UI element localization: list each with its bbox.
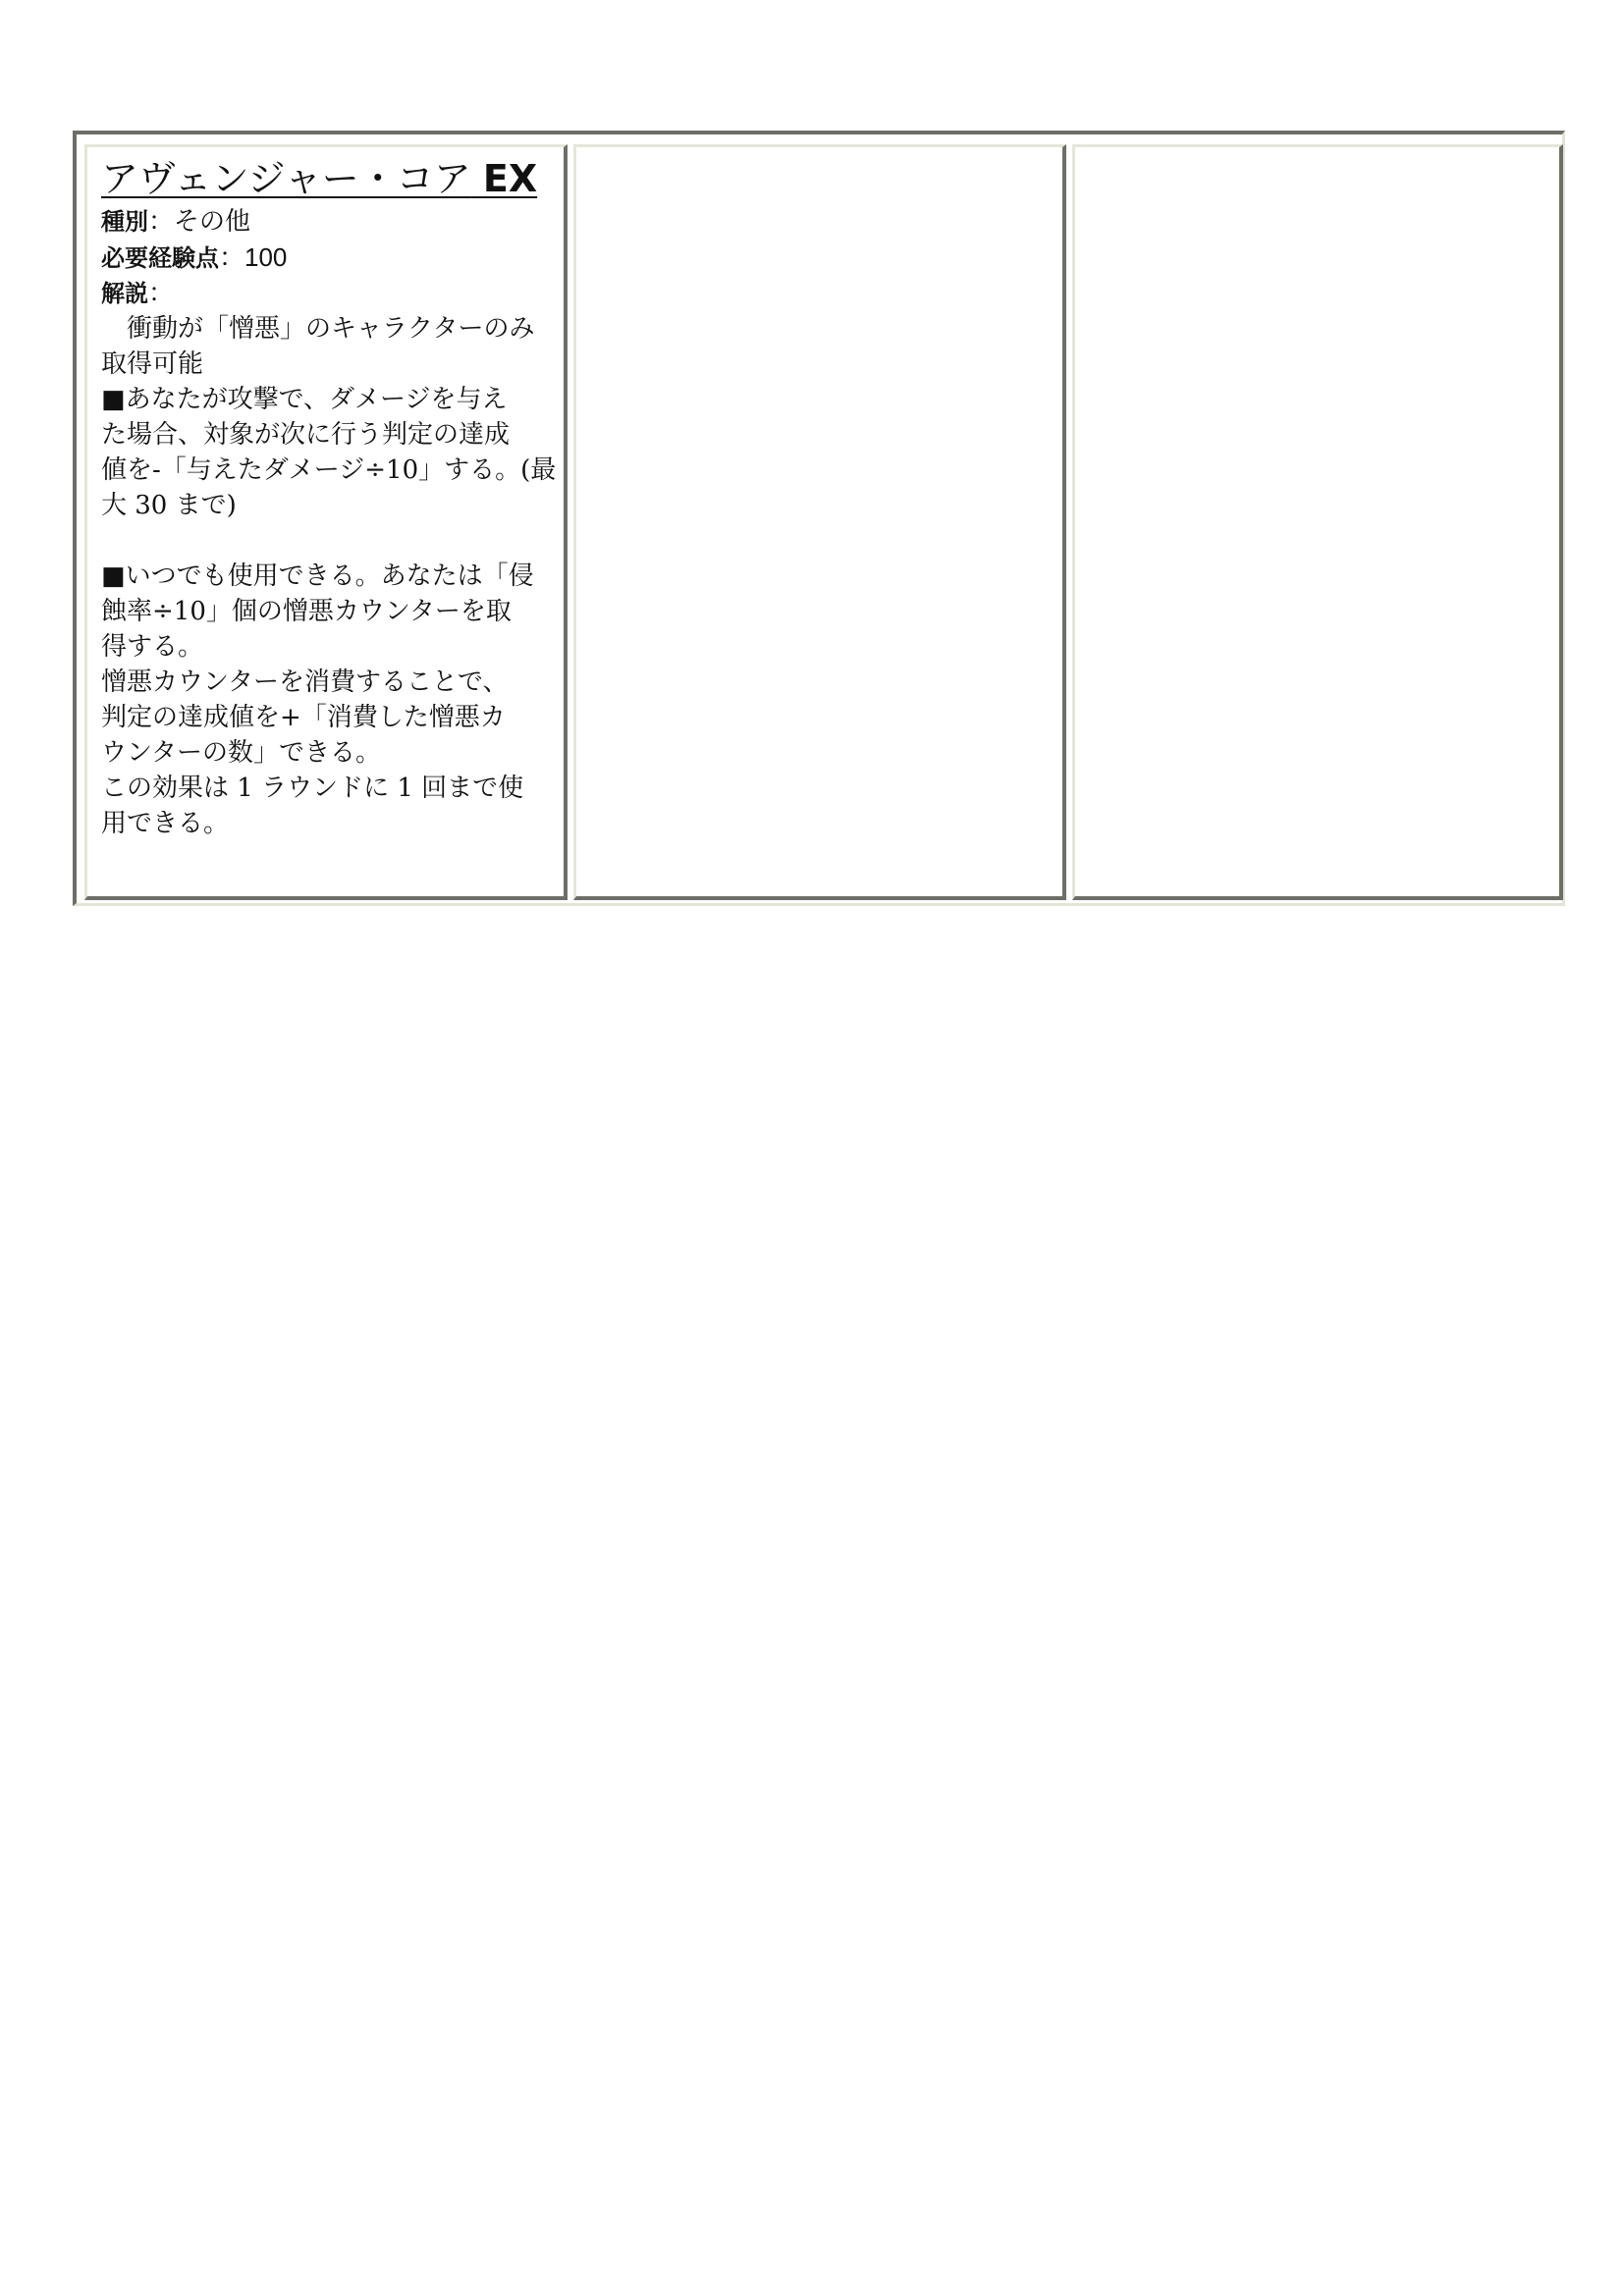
desc-line: 蝕率÷10」個の憎悪カウンターを取 [101, 597, 512, 626]
desc-line: た場合、対象が次に行う判定の達成 [101, 420, 511, 450]
desc-blank-line [101, 523, 555, 559]
card-title [101, 155, 555, 202]
card-title-text: アヴェンジャー・コア [101, 157, 471, 200]
xp-separator: ： [219, 243, 245, 273]
desc-line: この効果は 1 ラウンドに 1 回まで使 [101, 774, 524, 803]
desc-line: ■いつでも使用できる。あなたは「侵 [101, 561, 534, 591]
desc-separator: ： [148, 279, 175, 308]
desc-line: 得する。 [101, 632, 204, 662]
desc-row [101, 276, 555, 311]
desc-line: 値を-「与えたダメージ÷10」する。(最 [101, 455, 557, 485]
desc-line: ■あなたが攻撃で、ダメージを与え [101, 385, 508, 414]
card-title-suffix: EX [482, 157, 538, 200]
card-table [73, 131, 1565, 906]
desc-line: ウンターの数」できる。 [101, 738, 381, 768]
type-separator: ： [148, 207, 175, 237]
desc-line: 憎悪カウンターを消費することで、 [101, 667, 509, 697]
xp-row [101, 240, 555, 276]
desc-line: 大 30 まで) [101, 491, 237, 520]
xp-label: 必要経験点 [101, 244, 219, 272]
type-label: 種別 [101, 208, 148, 236]
type-value: その他 [174, 207, 251, 237]
desc-line: 判定の達成値を+「消費した憎悪カ [101, 703, 506, 732]
power-card [101, 155, 555, 841]
xp-value: 100 [244, 242, 288, 272]
desc-line: 衝動が「憎悪」のキャラクターのみ [101, 314, 535, 344]
type-row [101, 204, 555, 240]
card-cell-3-empty [1072, 144, 1563, 900]
desc-label: 解説 [101, 280, 148, 307]
desc-line: 用できる。 [101, 809, 230, 838]
card-cell-2-empty [573, 144, 1066, 900]
desc-line: 取得可能 [101, 349, 204, 379]
card-cell-1 [84, 144, 568, 900]
